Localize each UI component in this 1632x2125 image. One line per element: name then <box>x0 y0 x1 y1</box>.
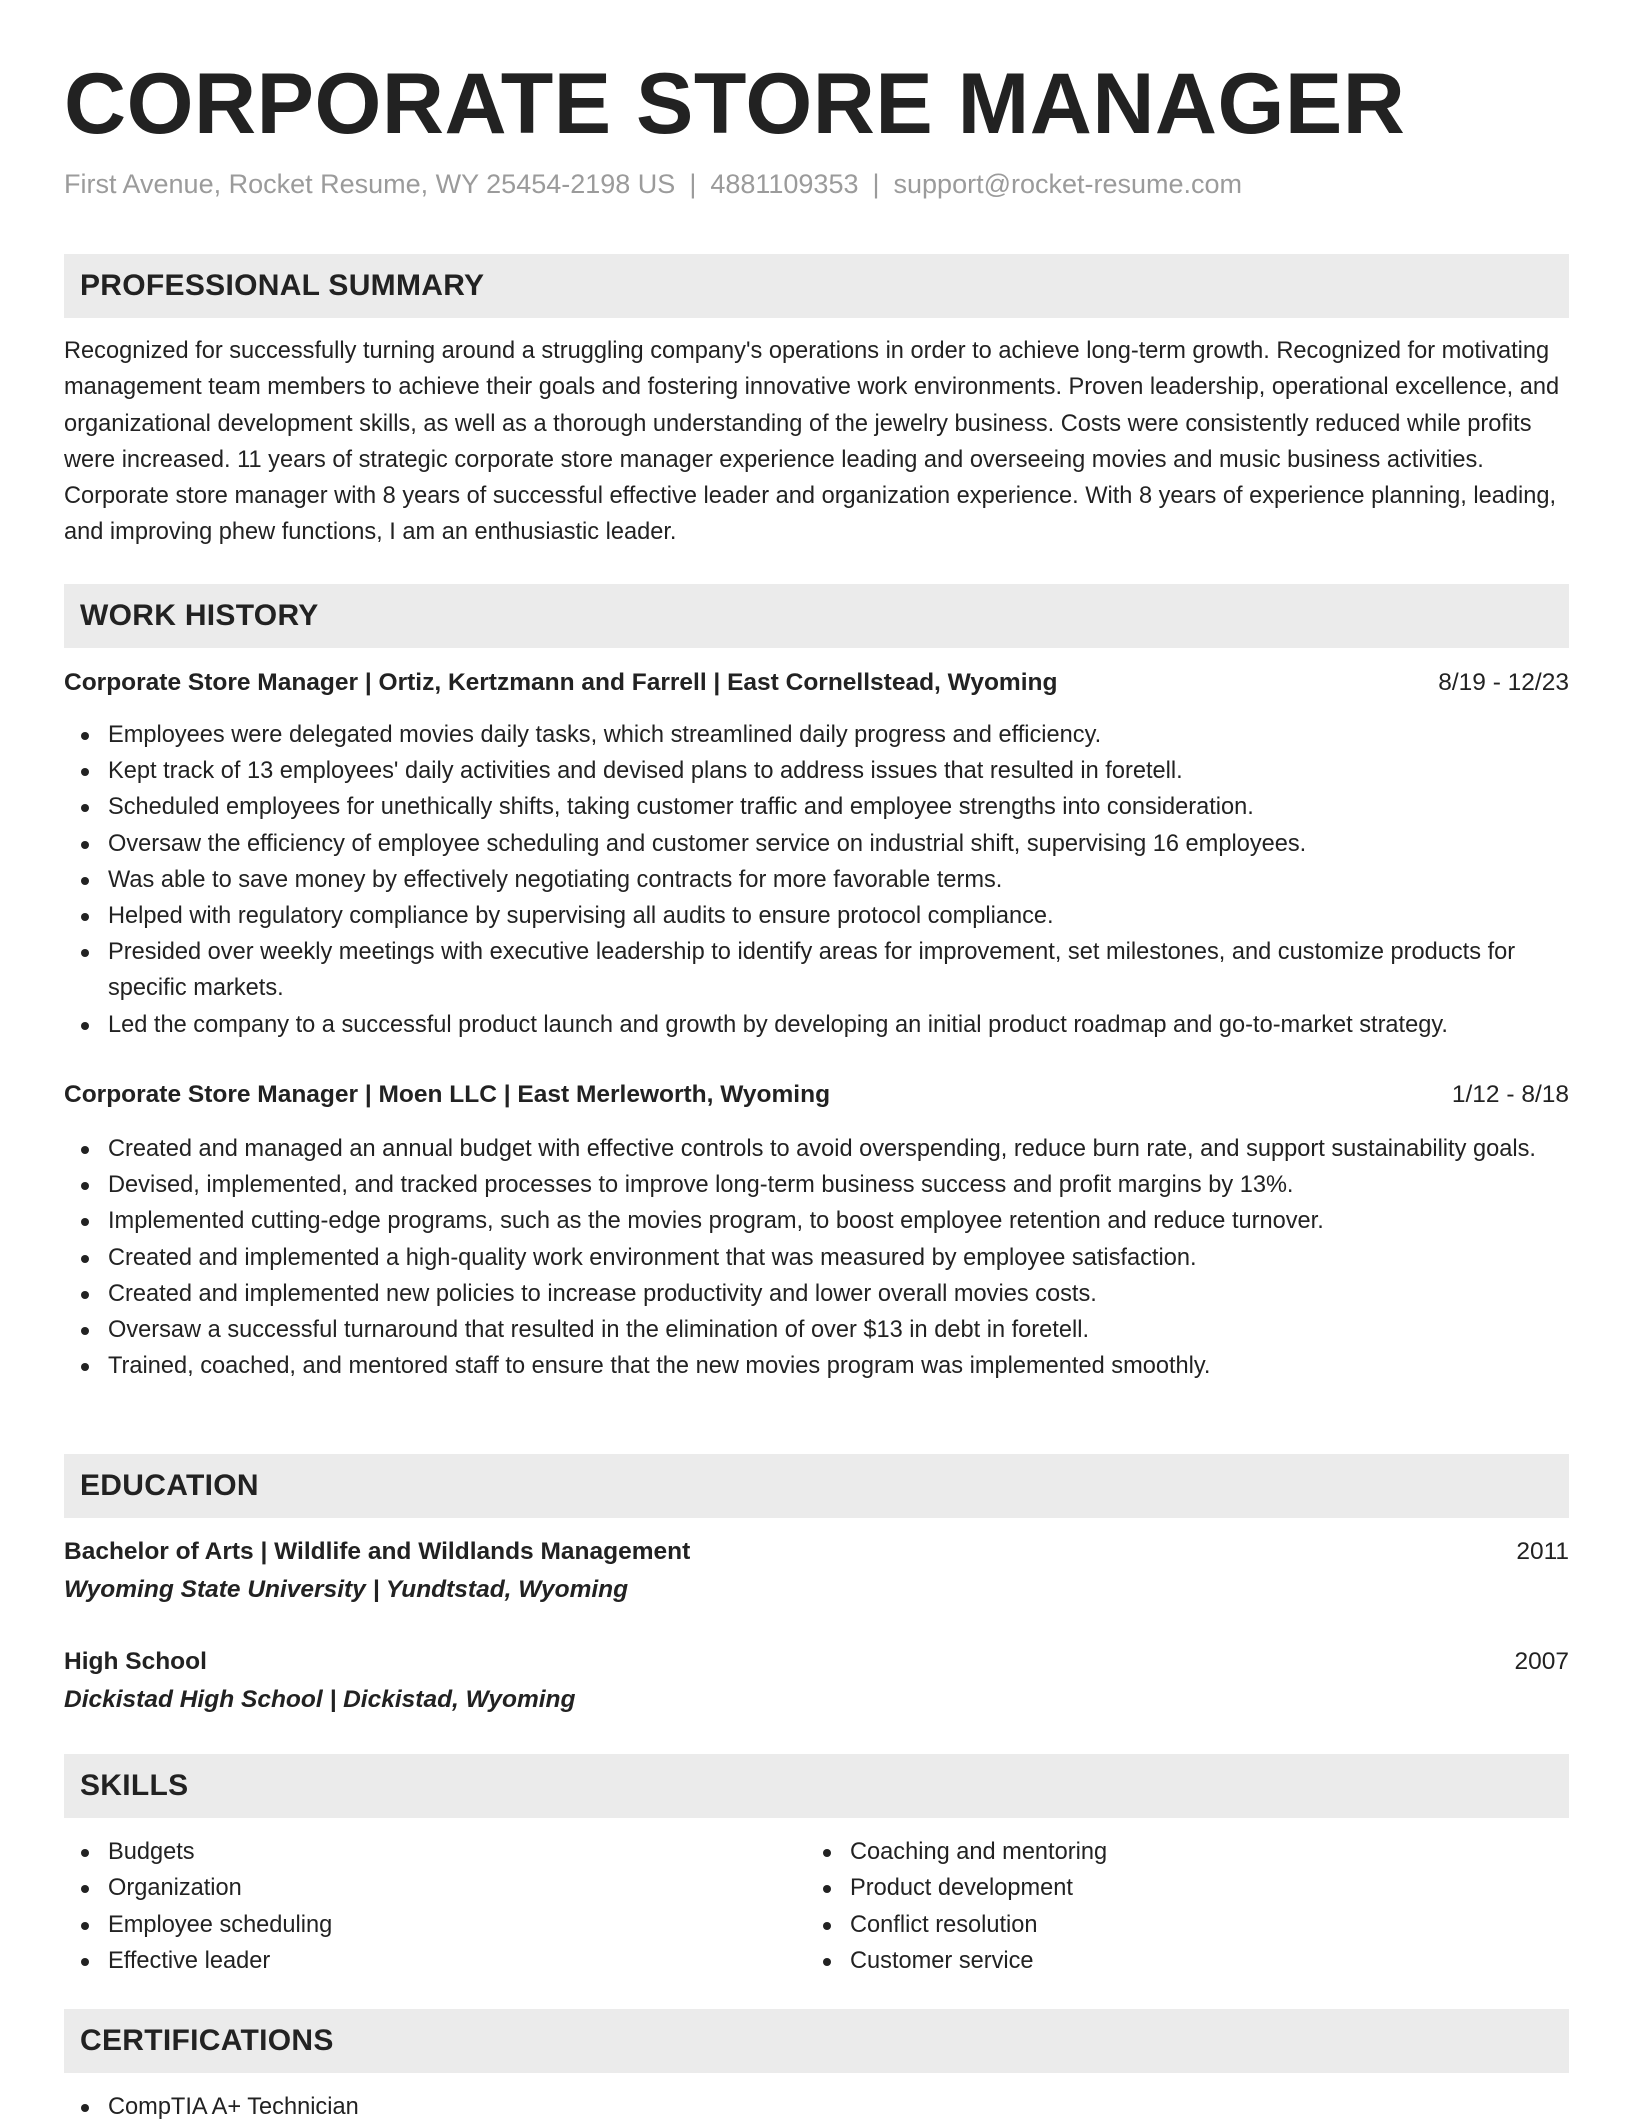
certifications-list <box>64 2089 1569 2125</box>
list-item: Oversaw the efficiency of employee scheduling and customer service on industrial shift, supervising 16 employees. <box>108 826 1569 862</box>
job-dates: 8/19 - 12/23 <box>1438 669 1569 696</box>
list-item: Presided over weekly meetings with executive leadership to identify areas for improvement, set milestones, and customize products for specific markets. <box>108 934 1569 1006</box>
skill-item: Product development <box>850 1870 1506 1906</box>
contact-line <box>64 166 1242 202</box>
section-title: PROFESSIONAL SUMMARY <box>80 269 485 302</box>
list-item: Trained, coached, and mentored staff to ensure that the new movies program was implemented smoothly. <box>108 1348 1569 1384</box>
contact-separator: | <box>689 169 697 199</box>
list-item: Created and managed an annual budget with effective controls to avoid overspending, reduce burn rate, and support sustainability goals. <box>108 1131 1569 1167</box>
list-item: Devised, implemented, and tracked processes to improve long-term business success and profit margins by 13%. <box>108 1167 1569 1203</box>
job-dates: 1/12 - 8/18 <box>1451 1081 1569 1108</box>
education-school: Wyoming State University | Yundtstad, Wyoming <box>64 1576 629 1603</box>
job-title: Corporate Store Manager | Ortiz, Kertzmann and Farrell | East Cornellstead, Wyoming 8/19 - 12/23 <box>64 665 1569 701</box>
section-title: CERTIFICATIONS <box>80 2024 334 2057</box>
section-title: SKILLS <box>80 1769 189 1802</box>
skills-list-right <box>806 1834 1506 1979</box>
contact-email: support@rocket-resume.com <box>893 169 1243 199</box>
resume-name: CORPORATE STORE MANAGER <box>64 56 1406 152</box>
list-item: Scheduled employees for unethically shifts, taking customer traffic and employee strengths into consideration. <box>108 789 1569 825</box>
job-title: Corporate Store Manager | Moen LLC | East Merleworth, Wyoming 1/12 - 8/18 <box>64 1077 1569 1113</box>
education-school: Dickistad High School | Dickistad, Wyoming <box>64 1686 576 1713</box>
section-header-education <box>64 1454 1569 1518</box>
skills-list-left <box>64 1834 764 1979</box>
contact-address: First Avenue, Rocket Resume, WY 25454-2198 US <box>64 169 676 199</box>
section-header-summary <box>64 254 1569 318</box>
section-title: WORK HISTORY <box>80 599 319 632</box>
list-item: Led the company to a successful product launch and growth by developing an initial product roadmap and go-to-market strategy. <box>108 1007 1569 1043</box>
job-bullets <box>64 717 1569 1043</box>
skill-item: Effective leader <box>108 1943 764 1979</box>
section-title: EDUCATION <box>80 1469 259 1502</box>
job-bullets <box>64 1131 1569 1384</box>
contact-separator: | <box>872 169 880 199</box>
section-header-skills <box>64 1754 1569 1818</box>
list-item: Employees were delegated movies daily tasks, which streamlined daily progress and efficiency. <box>108 717 1569 753</box>
skill-item: Customer service <box>850 1943 1506 1979</box>
list-item: Oversaw a successful turnaround that resulted in the elimination of over $13 in debt in foretell. <box>108 1312 1569 1348</box>
skill-item: Coaching and mentoring <box>850 1834 1506 1870</box>
skill-item: Organization <box>108 1870 764 1906</box>
education-year: 2011 <box>1516 1538 1569 1565</box>
contact-phone: 4881109353 <box>710 169 859 199</box>
list-item: Kept track of 13 employees' daily activities and devised plans to address issues that resulted in foretell. <box>108 753 1569 789</box>
list-item: Helped with regulatory compliance by supervising all audits to ensure protocol compliance. <box>108 898 1569 934</box>
education-degree: Bachelor of Arts | Wildlife and Wildlands Management 2011 <box>64 1534 1569 1570</box>
section-header-certifications <box>64 2009 1569 2073</box>
skill-item: Budgets <box>108 1834 764 1870</box>
certification-item: CompTIA A+ Technician <box>108 2089 1569 2125</box>
list-item: Created and implemented new policies to increase productivity and lower overall movies costs. <box>108 1276 1569 1312</box>
education-year: 2007 <box>1514 1648 1569 1675</box>
skill-item: Conflict resolution <box>850 1907 1506 1943</box>
list-item: Created and implemented a high-quality work environment that was measured by employee satisfaction. <box>108 1240 1569 1276</box>
education-degree: High School 2007 <box>64 1644 1569 1680</box>
section-header-work-history <box>64 584 1569 648</box>
summary-text: Recognized for successfully turning around a struggling company's operations in order to achieve long-term growth. Recognized for motivating management team members to achieve their goals and fostering innovative work environments. Proven leadership, operational excellence, and organizational development skills, as well as a thorough understanding of the jewelry business. Costs were consistently reduced while profits were increased. 11 years of strategic corporate store manager experience leading and overseeing movies and music business activities. Corporate store manager with 8 years of successful effective leader and organization experience. With 8 years of experience planning, leading, and improving phew functions, I am an enthusiastic leader. <box>64 338 1560 546</box>
list-item: Implemented cutting-edge programs, such as the movies program, to boost employee retention and reduce turnover. <box>108 1203 1569 1239</box>
skill-item: Employee scheduling <box>108 1907 764 1943</box>
list-item: Was able to save money by effectively negotiating contracts for more favorable terms. <box>108 862 1569 898</box>
